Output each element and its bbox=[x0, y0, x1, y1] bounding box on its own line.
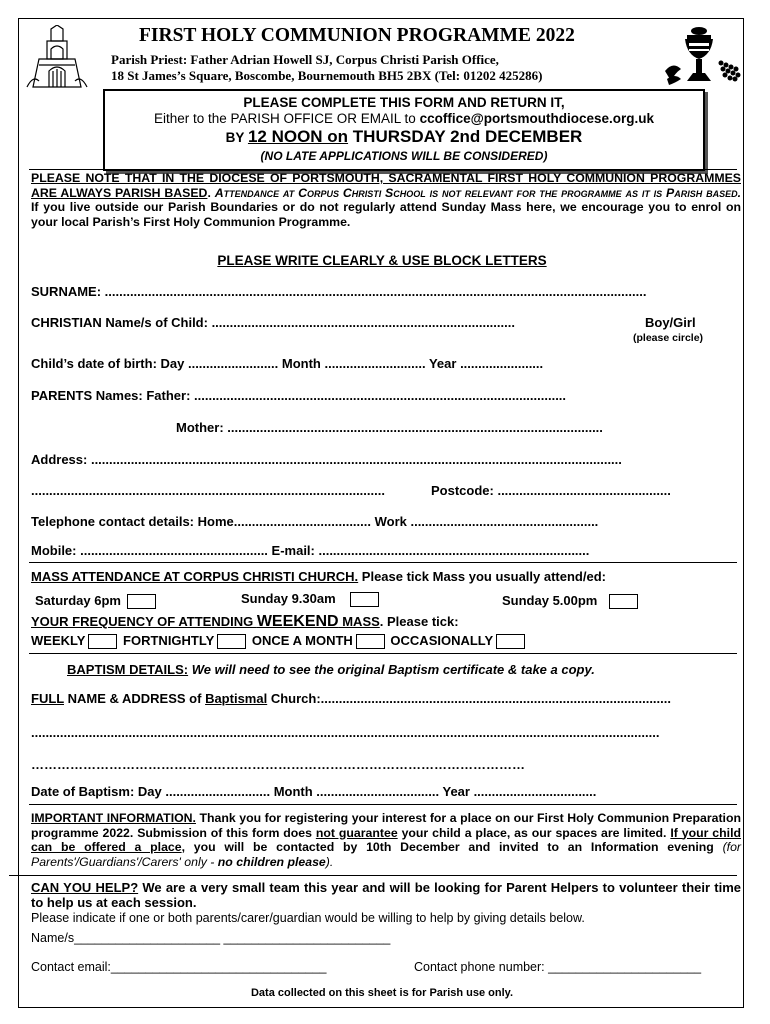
fortnightly-option[interactable]: FORTNIGHTLY bbox=[123, 633, 215, 648]
divider bbox=[29, 169, 737, 170]
no-late-applications: (NO LATE APPLICATIONS WILL BE CONSIDERED) bbox=[260, 149, 548, 163]
saturday-6pm-option[interactable]: Saturday 6pm bbox=[35, 593, 156, 609]
saturday-6pm-checkbox[interactable] bbox=[127, 594, 156, 609]
weekly-option[interactable]: WEEKLY bbox=[31, 633, 86, 648]
divider bbox=[29, 562, 737, 563]
once-a-month-option[interactable]: ONCE A MONTH bbox=[251, 633, 353, 648]
baptismal-church-line-2[interactable]: .............................................................................................................................................................................. bbox=[31, 725, 660, 740]
parish-address-line: 18 St James’s Square, Boscombe, Bournemouth BH5 2BX (Tel: 01202 425286) bbox=[111, 68, 543, 83]
please-circle-hint: (please circle) bbox=[633, 332, 704, 344]
help-instructions: Please indicate if one or both parents/carer/guardian would be willing to help by giving details below. bbox=[31, 911, 585, 925]
baptism-heading: BAPTISM DETAILS: We will need to see the original Baptism certificate & take a copy. bbox=[67, 662, 595, 677]
helper-names-field[interactable]: Name/s_____________________ ________________________ bbox=[31, 931, 391, 945]
baptismal-church-field[interactable]: FULL NAME & ADDRESS of Baptismal Church:................................................................................................. bbox=[31, 691, 671, 706]
church-logo-icon bbox=[25, 25, 89, 91]
sunday-930-option[interactable]: Sunday 9.30am bbox=[241, 591, 379, 607]
mobile-email-field[interactable]: Mobile: .................................................... E-mail: ........................................................................... bbox=[31, 543, 590, 558]
form-title: FIRST HOLY COMMUNION PROGRAMME 2022 bbox=[139, 25, 575, 46]
parish-priest-line: Parish Priest: Father Adrian Howell SJ, Corpus Christi Parish Office, bbox=[111, 52, 499, 67]
complete-form-line: PLEASE COMPLETE THIS FORM AND RETURN IT, bbox=[243, 95, 565, 110]
fortnightly-checkbox[interactable] bbox=[217, 634, 246, 649]
boy-girl-option[interactable]: Boy/Girl bbox=[645, 315, 696, 330]
divider bbox=[29, 653, 737, 654]
help-appeal: CAN YOU HELP? We are a very small team this year and will be looking for Parent Helpers to volunteer their time to help us at each session. bbox=[31, 880, 741, 910]
child-name-field[interactable]: CHRISTIAN Name/s of Child: .................................................................................... bbox=[31, 315, 515, 330]
postcode-field[interactable]: Postcode: ................................................ bbox=[431, 483, 671, 498]
office-email: ccoffice@portsmouthdiocese.org.uk bbox=[419, 111, 655, 126]
chalice-grapes-icon bbox=[663, 21, 741, 87]
occasionally-checkbox[interactable] bbox=[496, 634, 525, 649]
baptism-date-field[interactable]: Date of Baptism: Day ............................. Month .................................. Year .................................. bbox=[31, 784, 597, 799]
frequency-heading: YOUR FREQUENCY OF ATTENDING WEEKEND MASS. Please tick: bbox=[31, 613, 459, 630]
telephone-field[interactable]: Telephone contact details: Home...................................... Work .................................................... bbox=[31, 514, 599, 529]
parish-based-note: PLEASE NOTE THAT IN THE DIOCESE OF PORTSMOUTH, SACRAMENTAL FIRST HOLY COMMUNION PROGRAMMES ARE ALWAYS PARISH BASED. Attendance at Corpus Christi School is not relevant for the programme as it is Parish based. If you live outside our Parish Boundaries or do not regularly attend Sunday Mass here, we encourage you to enrol on your local Parish’s First Holy Communion Programme. bbox=[31, 171, 741, 229]
surname-field[interactable]: SURNAME: ...................................................................................................................................................... bbox=[31, 284, 647, 299]
frequency-options bbox=[31, 633, 525, 649]
important-information: IMPORTANT INFORMATION. Thank you for registering your interest for a place on our First Holy Communion Preparation programme 2022. Submission of this form does not guarantee your child a place, as our spaces are limited. If your child can be offered a place, you will be contacted by 10th December and invited to an Information evening (for Parents'/Guardians'/Carers' only - no children please). bbox=[31, 811, 742, 869]
address-line-2-field[interactable]: .................................................................................................. bbox=[31, 483, 385, 498]
divider bbox=[29, 804, 737, 805]
deadline-line: BY 12 NOON on THURSDAY 2nd DECEMBER bbox=[225, 127, 583, 146]
helper-phone-field[interactable]: Contact phone number: ______________________ bbox=[414, 960, 702, 974]
date-of-birth-field[interactable]: Child’s date of birth: Day ......................... Month ............................ Year ....................... bbox=[31, 356, 544, 371]
block-letters-instruction: PLEASE WRITE CLEARLY & USE BLOCK LETTERS bbox=[217, 253, 547, 268]
sunday-930-checkbox[interactable] bbox=[350, 592, 379, 607]
sunday-5pm-checkbox[interactable] bbox=[609, 594, 638, 609]
mass-attendance-heading: MASS ATTENDANCE AT CORPUS CHRISTI CHURCH. Please tick Mass you usually attend/ed: bbox=[31, 569, 606, 584]
return-notice-box bbox=[103, 89, 705, 171]
father-name-field[interactable]: PARENTS Names: Father: ....................................................................................................... bbox=[31, 388, 567, 403]
sunday-5pm-option[interactable]: Sunday 5.00pm bbox=[502, 593, 638, 609]
divider bbox=[9, 875, 737, 876]
return-options-line: Either to the PARISH OFFICE OR EMAIL to ccoffice@portsmouthdiocese.org.uk bbox=[153, 111, 655, 126]
form-page bbox=[18, 18, 744, 1008]
mother-name-field[interactable]: Mother: ........................................................................................................ bbox=[176, 420, 603, 435]
helper-email-field[interactable]: Contact email:_______________________________ bbox=[31, 960, 327, 974]
footer-note: Data collected on this sheet is for Parish use only. bbox=[250, 987, 514, 999]
weekly-checkbox[interactable] bbox=[88, 634, 117, 649]
once-a-month-checkbox[interactable] bbox=[356, 634, 385, 649]
occasionally-option[interactable]: OCCASIONALLY bbox=[390, 633, 494, 648]
baptismal-church-line-3[interactable]: …………………………………………………………………………………………………… bbox=[31, 757, 525, 772]
address-field[interactable]: Address: ................................................................................................................................................... bbox=[31, 452, 622, 467]
